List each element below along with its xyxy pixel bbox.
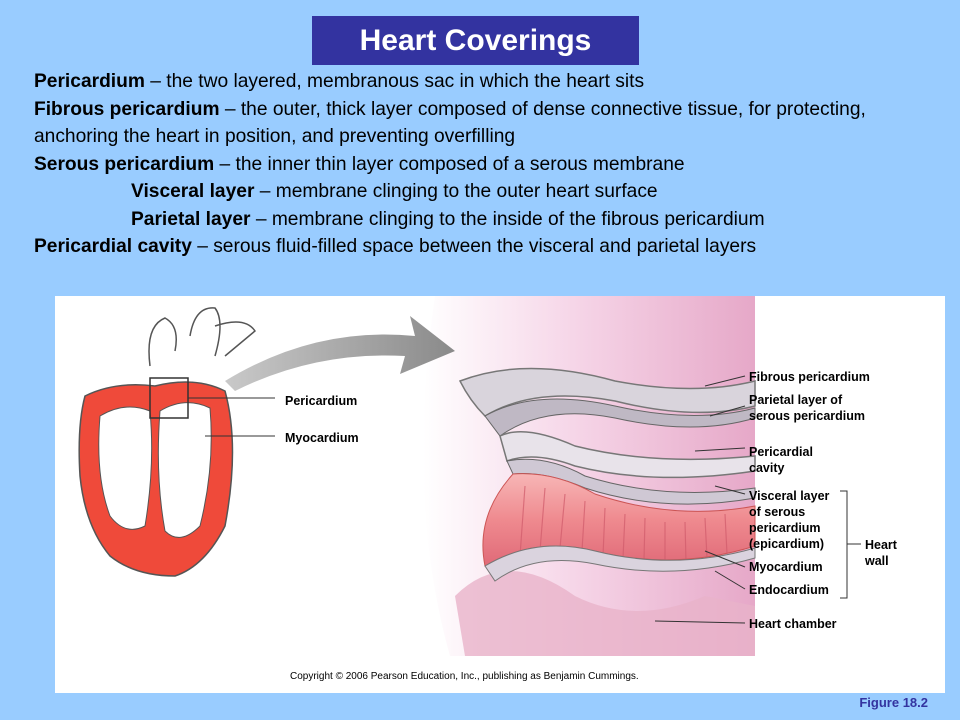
def-pericardium: Pericardium – the two layered, membranous sac in which the heart sits [34, 71, 645, 92]
label-heart-wall-1: Heart [865, 538, 897, 552]
label-heart-wall-2: wall [865, 554, 889, 568]
label-pericardium-left: Pericardium [285, 394, 358, 408]
definitions-text [34, 68, 934, 261]
label-visceral-2: of serous [749, 505, 806, 519]
label-visceral-1: Visceral layer [749, 489, 830, 503]
label-heart-chamber: Heart chamber [749, 617, 837, 631]
label-parietal-1: Parietal layer of [749, 393, 843, 407]
label-myocardium-right: Myocardium [749, 560, 823, 574]
label-cavity-1: Pericardial [749, 445, 813, 459]
great-vessels [149, 308, 255, 366]
label-cavity-2: cavity [749, 461, 785, 475]
def-visceral-layer: Visceral layer – membrane clinging to the outer heart surface [131, 181, 658, 202]
copyright-text: Copyright © 2006 Pearson Education, Inc., publishing as Benjamin Cummings. [290, 671, 639, 682]
label-endocardium: Endocardium [749, 583, 829, 597]
label-fibrous-pericardium: Fibrous pericardium [749, 370, 870, 384]
def-parietal-layer: Parietal layer – membrane clinging to the inside of the fibrous pericardium [131, 208, 765, 230]
figure-illustration [55, 296, 945, 693]
label-visceral-4: (epicardium) [749, 537, 825, 551]
def-pericardial-cavity: Pericardial cavity – serous fluid-filled space between the visceral and parietal layers [34, 236, 757, 257]
label-parietal-2: serous pericardium [749, 409, 866, 423]
def-serous-pericardium: Serous pericardium – the inner thin layer composed of a serous membrane [34, 153, 685, 175]
magnify-arrow [225, 316, 455, 391]
def-fibrous-pericardium: Fibrous pericardium – the outer, thick layer composed of dense connective tissue, for protecting, anchoring the heart in position, and preventing overfilling [34, 98, 866, 147]
label-visceral-3: pericardium [749, 521, 821, 535]
heart-diagram [79, 308, 275, 576]
label-myocardium-left: Myocardium [285, 431, 359, 445]
slide-title: Heart Coverings [312, 16, 639, 65]
heart-coverings-figure [55, 296, 945, 693]
figure-number: Figure 18.2 [859, 695, 928, 710]
